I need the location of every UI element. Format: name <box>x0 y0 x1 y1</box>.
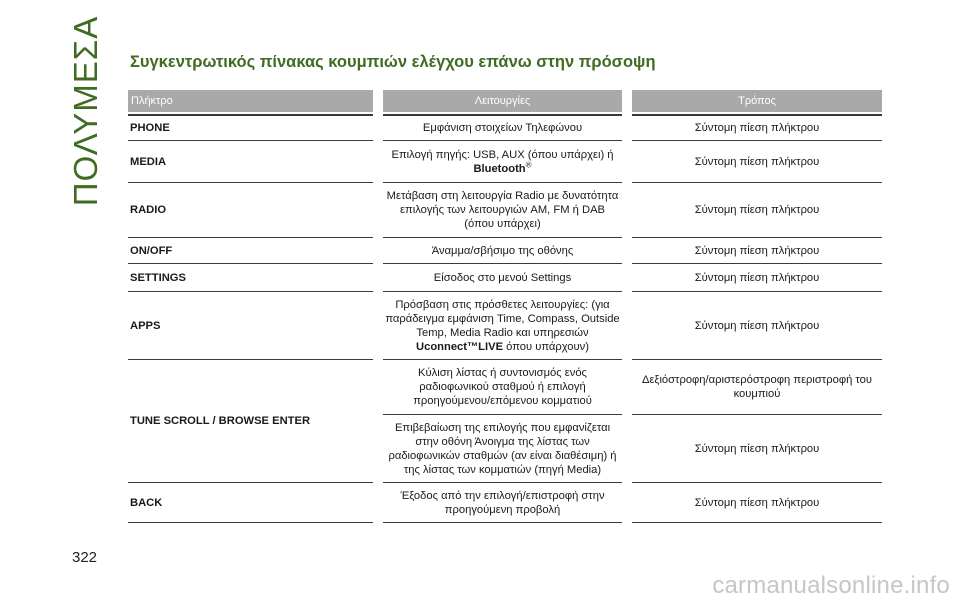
row-key: TUNE SCROLL / BROWSE ENTER <box>128 360 373 483</box>
row-mode: Σύντομη πίεση πλήκτρου <box>632 141 882 183</box>
page-title: Συγκεντρωτικός πίνακας κουμπιών ελέγχου επάνω στην πρόσοψη <box>130 53 656 71</box>
table-row <box>128 238 882 264</box>
row-mode: Σύντομη πίεση πλήκτρου <box>632 183 882 238</box>
row-key: PHONE <box>128 114 373 141</box>
registered-mark: ® <box>525 159 532 169</box>
row-function-text: Πρόσβαση στις πρόσθετες λειτουργίες: (για παράδειγμα εμφάνιση Time, Compass, Outside Temp, Media Radio και υπηρεσιών <box>385 298 620 339</box>
section-tab <box>64 15 108 207</box>
header-mode: Τρόπος <box>632 90 882 114</box>
row-key: ON/OFF <box>128 238 373 264</box>
controls-table <box>128 90 882 523</box>
row-mode: Δεξιόστροφη/αριστερόστροφη περιστροφή του κουμπιού <box>632 360 882 415</box>
uconnect-label: Uconnect™LIVE <box>416 340 504 353</box>
bluetooth-label: Bluetooth <box>473 162 526 175</box>
row-key: RADIO <box>128 183 373 238</box>
row-mode: Σύντομη πίεση πλήκτρου <box>632 264 882 292</box>
row-function <box>383 292 622 360</box>
row-function: Είσοδος στο μενού Settings <box>383 264 622 292</box>
row-mode: Σύντομη πίεση πλήκτρου <box>632 483 882 523</box>
row-function: Μετάβαση στη λειτουργία Radio με δυνατότητα επιλογής των λειτουργιών AM, FM ή DAB (όπου υπάρχει) <box>383 183 622 238</box>
row-mode: Σύντομη πίεση πλήκτρου <box>632 292 882 360</box>
watermark: carmanualsonline.info <box>712 572 950 599</box>
row-function-text: Επιλογή πηγής: USB, AUX (όπου υπάρχει) ή <box>391 148 614 161</box>
row-key: MEDIA <box>128 141 373 183</box>
row-function: Επιβεβαίωση της επιλογής που εμφανίζεται στην οθόνη Άνοιγμα της λίστας των ραδιοφωνικών σταθμών (αν είναι διαθέσιμη) ή της λίστας των κομματιών (πηγή Media) <box>383 415 622 483</box>
table-row <box>128 292 882 360</box>
row-mode: Σύντομη πίεση πλήκτρου <box>632 415 882 483</box>
row-function <box>383 141 622 183</box>
row-key: SETTINGS <box>128 264 373 292</box>
row-function-suffix: όπου υπάρχουν) <box>503 340 589 353</box>
table-header-row <box>128 90 882 114</box>
row-mode: Σύντομη πίεση πλήκτρου <box>632 238 882 264</box>
row-function: Κύλιση λίστας ή συντονισμός ενός ραδιοφωνικού σταθμού ή επιλογή προηγούμενου/επόμενου κομματιού <box>383 360 622 415</box>
row-function: Εμφάνιση στοιχείων Τηλεφώνου <box>383 114 622 141</box>
header-function: Λειτουργίες <box>383 90 622 114</box>
table-row <box>128 114 882 141</box>
table-row <box>128 183 882 238</box>
table-row <box>128 360 882 415</box>
row-function: Έξοδος από την επιλογή/επιστροφή στην προηγούμενη προβολή <box>383 483 622 523</box>
row-function: Άναμμα/σβήσιμο της οθόνης <box>383 238 622 264</box>
row-key: APPS <box>128 292 373 360</box>
table-row <box>128 141 882 183</box>
row-mode: Σύντομη πίεση πλήκτρου <box>632 114 882 141</box>
row-key: BACK <box>128 483 373 523</box>
section-tab-label: ΠΟΛΥΜΕΣΑ <box>67 15 105 207</box>
table-row <box>128 264 882 292</box>
table-row <box>128 483 882 523</box>
page-number: 322 <box>72 549 98 566</box>
header-key: Πλήκτρο <box>128 90 373 114</box>
